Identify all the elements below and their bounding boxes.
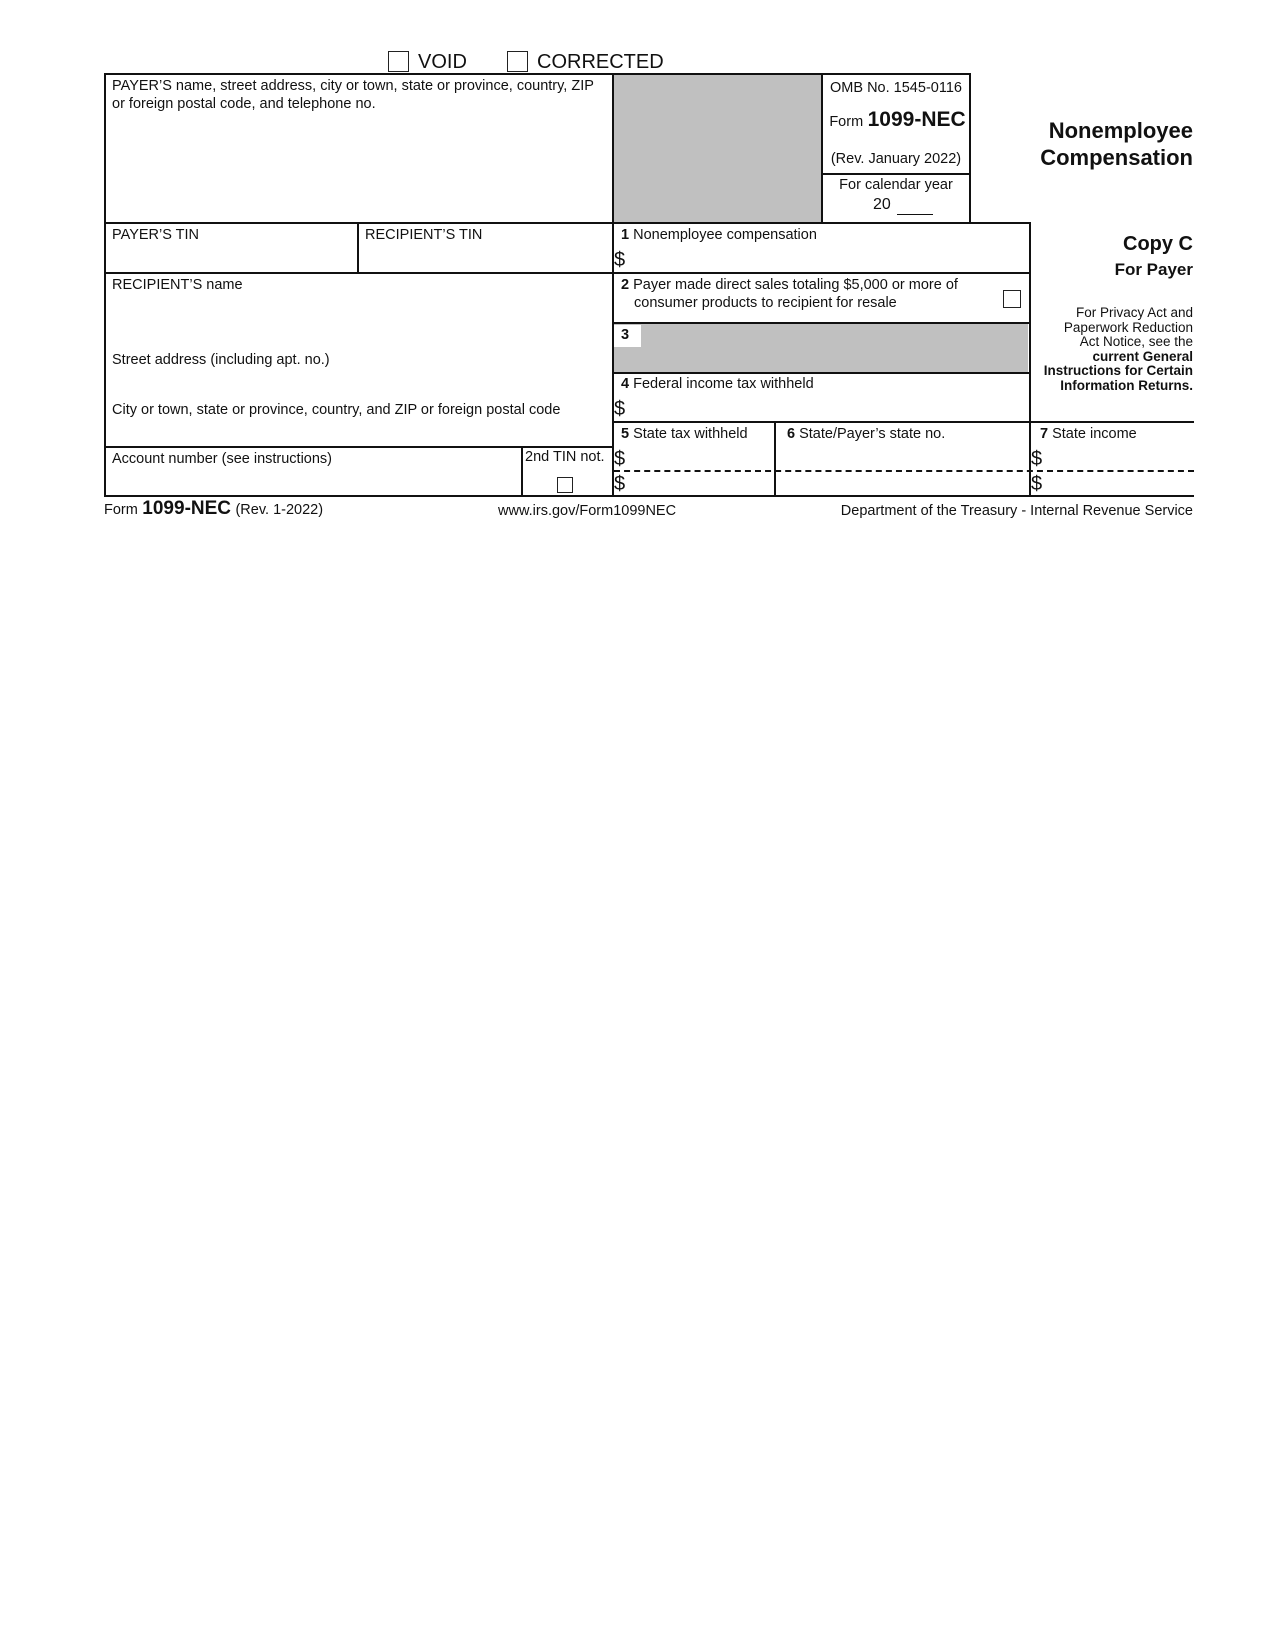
copy-title: Copy C	[1123, 233, 1193, 255]
box6-label	[787, 425, 945, 443]
rule	[104, 272, 1031, 274]
box4-label	[621, 375, 814, 393]
box1-amount-field[interactable]	[628, 246, 1026, 270]
notice-line: Paperwork Reduction	[1063, 319, 1193, 335]
form-number: 1099-NEC	[867, 108, 966, 131]
notice-line: current General	[1092, 348, 1193, 364]
box1-text: Nonemployee compensation	[633, 227, 817, 243]
rule	[821, 73, 823, 223]
notice-line: For Privacy Act and	[1075, 305, 1193, 320]
box7-text: State income	[1052, 426, 1137, 442]
box6-state-no-field-1[interactable]	[777, 444, 1027, 468]
box5-label	[621, 425, 748, 443]
city-field[interactable]	[107, 420, 609, 444]
box2-label-line2: consumer products to recipient for resale	[634, 295, 897, 311]
footer-revision: (Rev. 1-2022)	[235, 502, 324, 518]
box6-text: State/Payer’s state no.	[799, 426, 946, 442]
rule	[774, 421, 776, 497]
box4-amount-field[interactable]	[628, 395, 1026, 419]
box1-dollar-sign: $	[614, 249, 626, 271]
box5-dollar-sign: $	[614, 448, 626, 470]
recipient-tin-label: RECIPIENT’S TIN	[365, 227, 483, 243]
rule	[969, 73, 971, 223]
footer-department: Department of the Treasury - Internal Revenue Service	[840, 503, 1193, 519]
footer-form-word: Form	[104, 502, 138, 518]
box4-number: 4	[621, 376, 630, 392]
corrected-label: CORRECTED	[537, 51, 664, 73]
box1-label	[621, 226, 817, 244]
box1-number: 1	[621, 227, 630, 243]
box7-number: 7	[1040, 426, 1049, 442]
box4-text: Federal income tax withheld	[633, 376, 814, 392]
box7-amount-field-2[interactable]	[1045, 472, 1193, 494]
payer-shaded-area	[613, 74, 821, 222]
payer-tin-label: PAYER’S TIN	[112, 227, 200, 243]
rule	[104, 222, 1031, 224]
payer-name-label-line2: or foreign postal code, and telephone no.	[112, 96, 376, 112]
revision-date: (Rev. January 2022)	[830, 151, 962, 167]
box5-number: 5	[621, 426, 630, 442]
box2-number: 2	[621, 277, 630, 293]
box6-state-no-field-2[interactable]	[777, 472, 1027, 494]
account-number-field[interactable]	[107, 469, 518, 493]
void-checkbox[interactable]	[388, 51, 409, 72]
rule	[612, 421, 1194, 423]
footer-form-number: 1099-NEC	[142, 498, 232, 519]
form-title-line1: Nonemployee	[1048, 118, 1193, 143]
copy-subtitle: For Payer	[1114, 260, 1193, 279]
city-label: City or town, state or province, country, and ZIP or foreign postal code	[112, 402, 561, 418]
form-title-line2: Compensation	[1040, 145, 1193, 170]
box5-amount-field-2[interactable]	[628, 472, 771, 494]
payer-name-field[interactable]	[107, 115, 609, 219]
form-word: Form	[829, 114, 864, 130]
year-field[interactable]	[897, 214, 933, 215]
box5-dollar-sign: $	[614, 473, 626, 495]
rule	[821, 173, 971, 175]
box4-dollar-sign: $	[614, 398, 626, 420]
rule	[612, 372, 1031, 374]
year-prefix: 20	[873, 196, 891, 213]
calendar-year-row	[873, 196, 891, 214]
recipient-name-label: RECIPIENT’S name	[112, 277, 243, 293]
recipient-name-field[interactable]	[107, 296, 609, 346]
rule	[104, 495, 1194, 497]
footer-url: www.irs.gov/Form1099NEC	[498, 503, 677, 519]
omb-number: OMB No. 1545-0116	[830, 80, 962, 96]
footer-form-id	[104, 498, 323, 520]
street-address-label: Street address (including apt. no.)	[112, 352, 330, 368]
rule	[521, 446, 523, 497]
rule	[612, 322, 1031, 324]
second-tin-label: 2nd TIN not.	[525, 449, 605, 465]
payer-name-label-line1: PAYER’S name, street address, city or town, state or province, country, ZIP	[112, 78, 594, 94]
box2-label-line1	[621, 276, 958, 294]
second-tin-checkbox[interactable]	[557, 477, 573, 493]
form-number-header	[826, 108, 969, 132]
box5-amount-field-1[interactable]	[628, 444, 771, 468]
rule	[357, 222, 359, 272]
box5-text: State tax withheld	[633, 426, 748, 442]
account-number-label: Account number (see instructions)	[112, 451, 333, 467]
rule	[104, 73, 970, 75]
box2-checkbox[interactable]	[1003, 290, 1021, 308]
void-label: VOID	[418, 51, 467, 73]
box3-shaded-area	[613, 324, 1028, 372]
box2-text-line1: Payer made direct sales totaling $5,000 or more of	[633, 277, 958, 293]
box7-dollar-sign: $	[1031, 448, 1043, 470]
recipient-tin-field[interactable]	[360, 245, 609, 270]
box7-label	[1040, 425, 1137, 443]
privacy-notice	[1020, 306, 1193, 393]
calendar-year-label: For calendar year	[839, 177, 953, 193]
rule	[612, 73, 614, 497]
notice-line: Information Returns.	[1060, 377, 1193, 393]
box7-amount-field-1[interactable]	[1045, 444, 1193, 468]
notice-line: Instructions for Certain	[1043, 363, 1193, 378]
payer-tin-field[interactable]	[107, 245, 354, 270]
rule	[104, 73, 106, 497]
box3-number: 3	[621, 327, 630, 343]
box7-dollar-sign: $	[1031, 473, 1043, 495]
notice-line: Act Notice, see the	[1079, 334, 1193, 349]
corrected-checkbox[interactable]	[507, 51, 528, 72]
street-address-field[interactable]	[107, 370, 609, 398]
box6-number: 6	[787, 426, 796, 442]
